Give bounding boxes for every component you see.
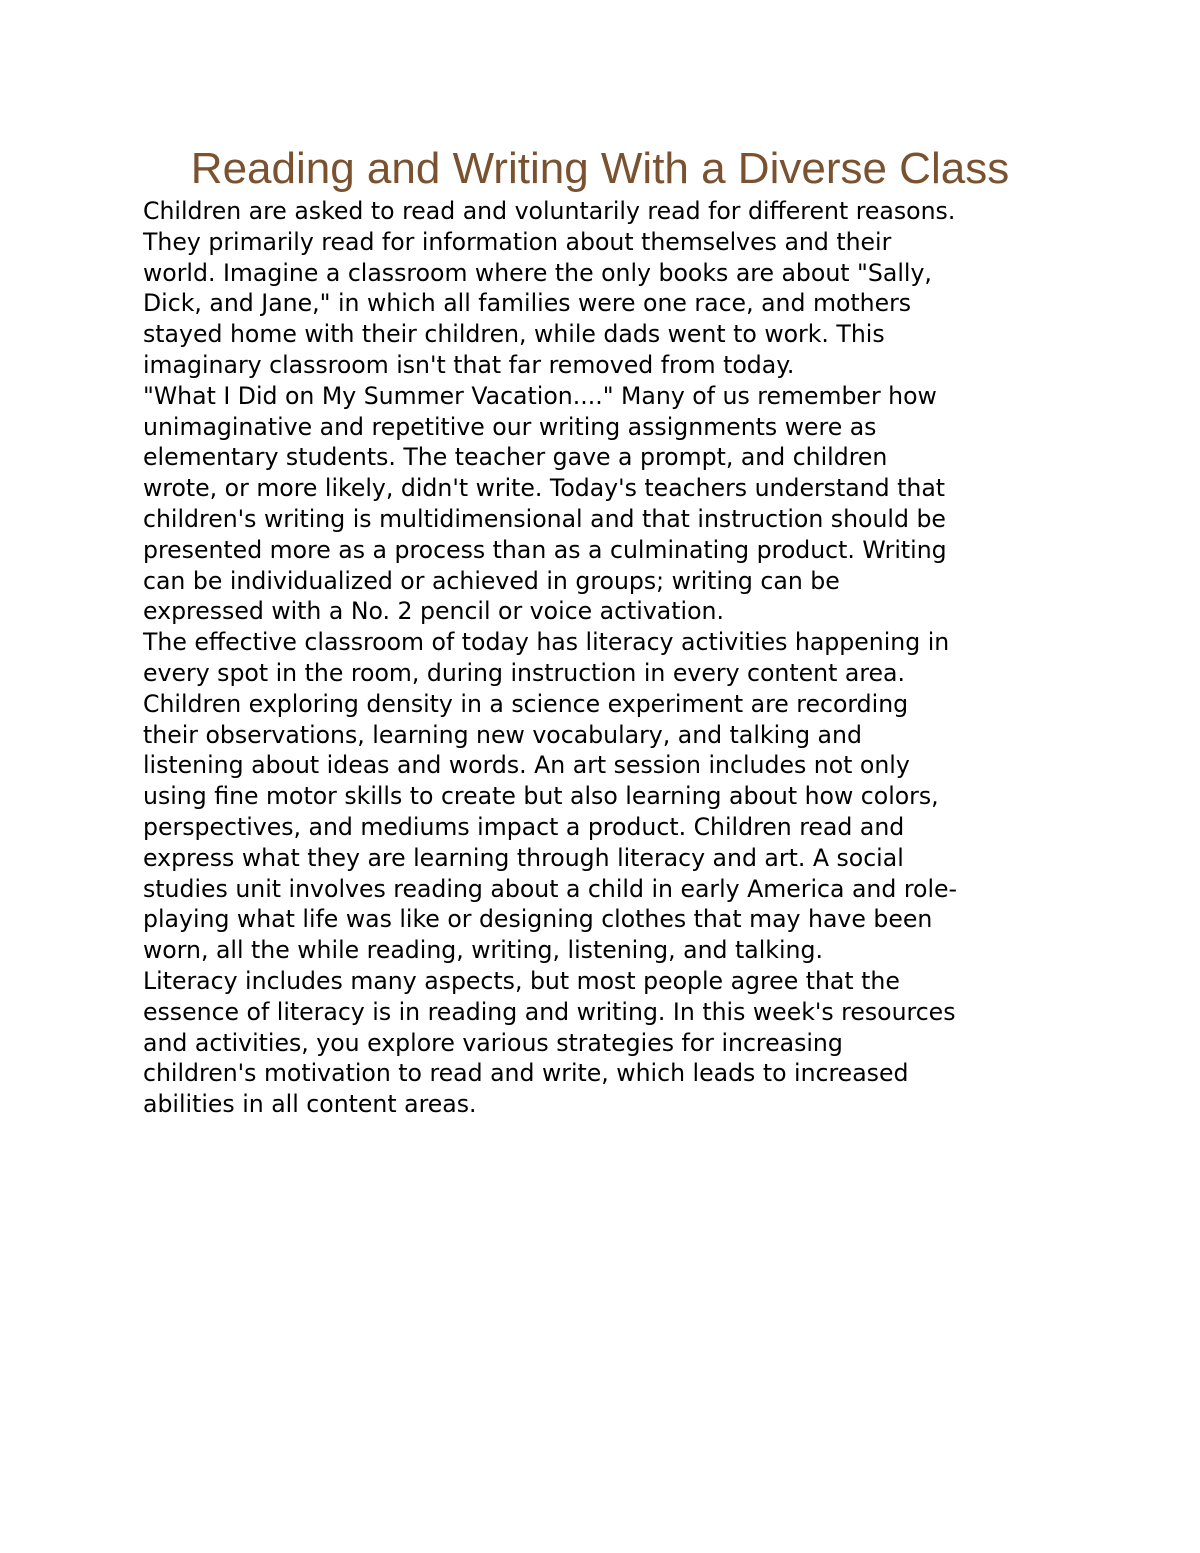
text-line: children's writing is multidimensional and that instruction should be [143, 504, 946, 533]
text-line: essence of literacy is in reading and writing. In this week's resources [143, 997, 956, 1026]
text-line: "What I Did on My Summer Vacation...." Many of us remember how [143, 381, 937, 410]
text-line: express what they are learning through literacy and art. A social [143, 843, 904, 872]
text-line: their observations, learning new vocabulary, and talking and [143, 720, 862, 749]
text-line: unimaginative and repetitive our writing assignments were as [143, 412, 877, 441]
text-line: and activities, you explore various strategies for increasing [143, 1028, 843, 1057]
text-line: Dick, and Jane," in which all families were one race, and mothers [143, 289, 912, 318]
text-line: They primarily read for information about themselves and their [143, 227, 892, 256]
text-line: stayed home with their children, while dads went to work. This [143, 320, 885, 349]
text-line: every spot in the room, during instruction in every content area. [143, 658, 905, 687]
text-line: using fine motor skills to create but also learning about how colors, [143, 782, 939, 811]
text-line: wrote, or more likely, didn't write. Today's teachers understand that [143, 474, 946, 503]
text-line: perspectives, and mediums impact a product. Children read and [143, 812, 905, 841]
text-line: playing what life was like or designing clothes that may have been [143, 905, 933, 934]
text-line: children's motivation to read and write, which leads to increased [143, 1059, 909, 1088]
text-line: Literacy includes many aspects, but most people agree that the [143, 966, 900, 995]
paragraph-4 [143, 966, 1073, 1120]
text-line: imaginary classroom isn't that far removed from today. [143, 350, 795, 379]
text-line: The effective classroom of today has literacy activities happening in [143, 628, 950, 657]
document-body [143, 196, 1073, 1120]
text-line: presented more as a process than as a culminating product. Writing [143, 535, 947, 564]
text-line: Children exploring density in a science experiment are recording [143, 689, 909, 718]
paragraph-1 [143, 196, 1073, 381]
text-line: world. Imagine a classroom where the only books are about "Sally, [143, 258, 932, 287]
text-line: abilities in all content areas. [143, 1090, 477, 1119]
document-title: Reading and Writing With a Diverse Class [190, 144, 1010, 193]
text-line: studies unit involves reading about a child in early America and role- [143, 874, 958, 903]
text-line: worn, all the while reading, writing, listening, and talking. [143, 936, 823, 965]
text-line: elementary students. The teacher gave a prompt, and children [143, 443, 888, 472]
text-line: Children are asked to read and voluntarily read for different reasons. [143, 197, 956, 225]
text-line: listening about ideas and words. An art session includes not only [143, 751, 910, 780]
text-line: expressed with a No. 2 pencil or voice activation. [143, 597, 724, 626]
paragraph-3 [143, 627, 1073, 966]
text-line: can be individualized or achieved in groups; writing can be [143, 566, 840, 595]
paragraph-2 [143, 381, 1073, 627]
